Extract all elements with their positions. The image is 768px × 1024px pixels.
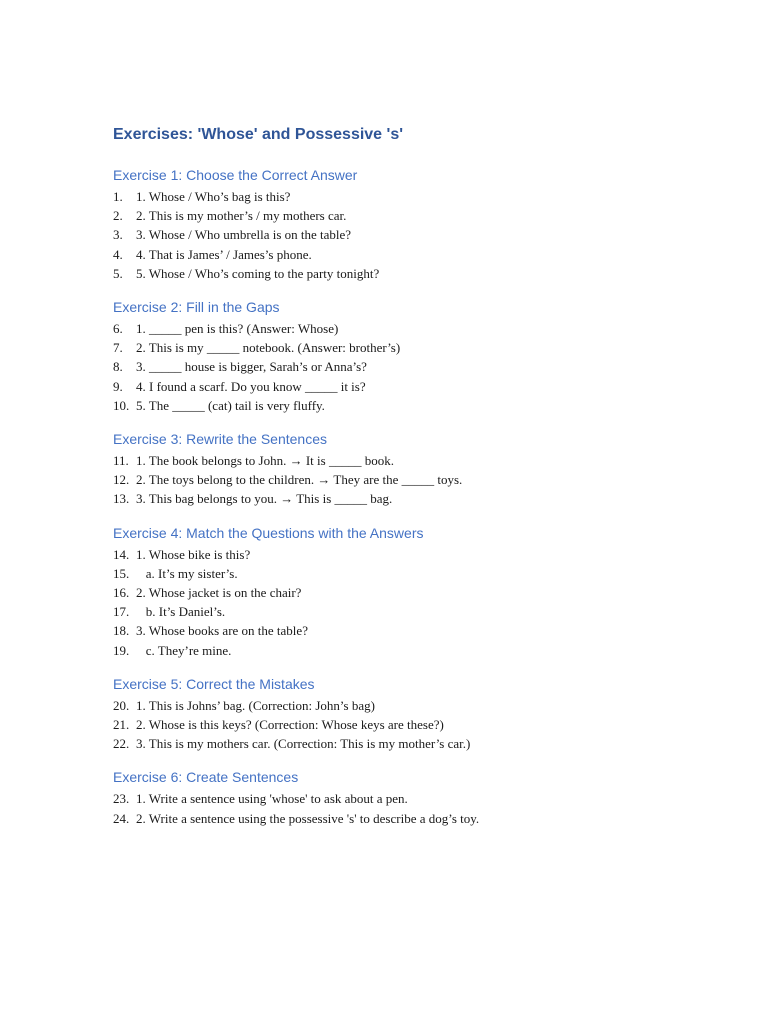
exercise-2-list (113, 319, 713, 415)
item-text: b. It’s Daniel’s. (136, 604, 226, 620)
item-text: 3. Whose books are on the table? (136, 623, 308, 639)
item-number: 19. (113, 642, 130, 658)
list-item (113, 809, 713, 828)
item-text: 1. _____ pen is this? (Answer: Whose) (136, 321, 339, 337)
item-number: 5. (113, 265, 123, 281)
list-item (113, 245, 713, 264)
exercise-6-list (113, 789, 713, 827)
exercise-1-heading: Exercise 1: Choose the Correct Answer (113, 167, 358, 183)
list-item (113, 583, 713, 602)
item-text: 3. This bag belongs to you. → This is _____ bag. (136, 491, 393, 507)
item-text: 2. This is my _____ notebook. (Answer: brother’s) (136, 340, 401, 356)
list-item (113, 470, 713, 489)
list-item (113, 377, 713, 396)
list-item (113, 187, 713, 206)
item-text: 3. This is my mothers car. (Correction: This is my mother’s car.) (136, 736, 471, 752)
item-text: 1. The book belongs to John. → It is _____ book. (136, 453, 394, 469)
list-item (113, 602, 713, 621)
item-text: 5. Whose / Who’s coming to the party tonight? (136, 265, 380, 281)
item-number: 18. (113, 623, 130, 639)
item-number: 7. (113, 340, 123, 356)
item-text: 1. Whose / Who’s bag is this? (136, 189, 291, 204)
item-text: a. It’s my sister’s. (136, 565, 238, 581)
item-number: 8. (113, 359, 123, 375)
exercise-2-heading: Exercise 2: Fill in the Gaps (113, 299, 280, 316)
item-number: 16. (113, 585, 130, 601)
list-item (113, 564, 713, 583)
exercise-5-heading: Exercise 5: Correct the Mistakes (113, 675, 315, 692)
item-text: 3. Whose / Who umbrella is on the table? (136, 227, 352, 243)
item-number: 20. (113, 697, 130, 713)
exercise-4-section (113, 523, 713, 660)
item-text: 2. Whose jacket is on the chair? (136, 585, 302, 601)
list-item (113, 696, 713, 715)
item-number: 14. (113, 546, 130, 562)
list-item (113, 734, 713, 753)
item-text: 2. This is my mother’s / my mothers car. (136, 208, 347, 224)
list-item (113, 545, 713, 564)
exercise-4-heading: Exercise 4: Match the Questions with the Answers (113, 524, 424, 541)
item-number: 9. (113, 378, 123, 394)
item-text: 4. That is James’ / James’s phone. (136, 246, 312, 262)
item-number: 23. (113, 791, 130, 807)
list-item (113, 396, 713, 415)
item-number: 6. (113, 321, 123, 337)
list-item (113, 789, 713, 808)
item-number: 13. (113, 491, 130, 507)
exercise-4-list (113, 545, 713, 660)
exercise-5-list (113, 696, 713, 754)
exercise-1-section (113, 165, 713, 283)
list-item (113, 489, 713, 508)
item-number: 21. (113, 717, 130, 733)
list-item (113, 621, 713, 640)
list-item (113, 338, 713, 357)
item-text: 1. This is Johns’ bag. (Correction: John’s bag) (136, 697, 375, 713)
item-number: 3. (113, 227, 123, 243)
item-text: c. They’re mine. (136, 642, 232, 658)
item-text: 4. I found a scarf. Do you know _____ it is? (136, 378, 366, 394)
item-number: 22. (113, 736, 130, 752)
item-text: 1. Write a sentence using 'whose' to ask about a pen. (136, 791, 408, 807)
list-item (113, 357, 713, 376)
list-item (113, 206, 713, 225)
list-item (113, 225, 713, 244)
list-item (113, 641, 713, 660)
item-number: 10. (113, 397, 130, 413)
list-item (113, 451, 713, 470)
item-number: 15. (113, 565, 130, 581)
item-text: 2. Whose is this keys? (Correction: Whose keys are these?) (136, 717, 444, 733)
list-item (113, 264, 713, 283)
exercise-2-section (113, 297, 713, 415)
item-text: 2. The toys belong to the children. → They are the _____ toys. (136, 472, 463, 488)
list-item (113, 319, 713, 338)
document-title: Exercises: 'Whose' and Possessive 's' (113, 126, 404, 143)
item-number: 17. (113, 604, 130, 620)
exercise-3-heading: Exercise 3: Rewrite the Sentences (113, 431, 327, 448)
exercise-3-section (113, 429, 713, 509)
item-text: 2. Write a sentence using the possessive 's' to describe a dog’s toy. (136, 810, 480, 826)
item-number: 12. (113, 472, 130, 488)
item-text: 1. Whose bike is this? (136, 546, 251, 562)
item-number: 2. (113, 208, 123, 224)
item-number: 1. (113, 189, 123, 204)
item-number: 24. (113, 810, 130, 826)
item-text: 5. The _____ (cat) tail is very fluffy. (136, 397, 325, 413)
exercise-3-list (113, 451, 713, 509)
item-text: 3. _____ house is bigger, Sarah’s or Anna’s? (136, 359, 367, 375)
exercise-6-heading: Exercise 6: Create Sentences (113, 769, 299, 786)
exercise-5-section (113, 674, 713, 754)
document-page (113, 124, 713, 842)
exercise-1-list (113, 187, 713, 283)
exercise-6-section (113, 767, 713, 827)
list-item (113, 715, 713, 734)
item-number: 11. (113, 453, 129, 469)
item-number: 4. (113, 246, 123, 262)
